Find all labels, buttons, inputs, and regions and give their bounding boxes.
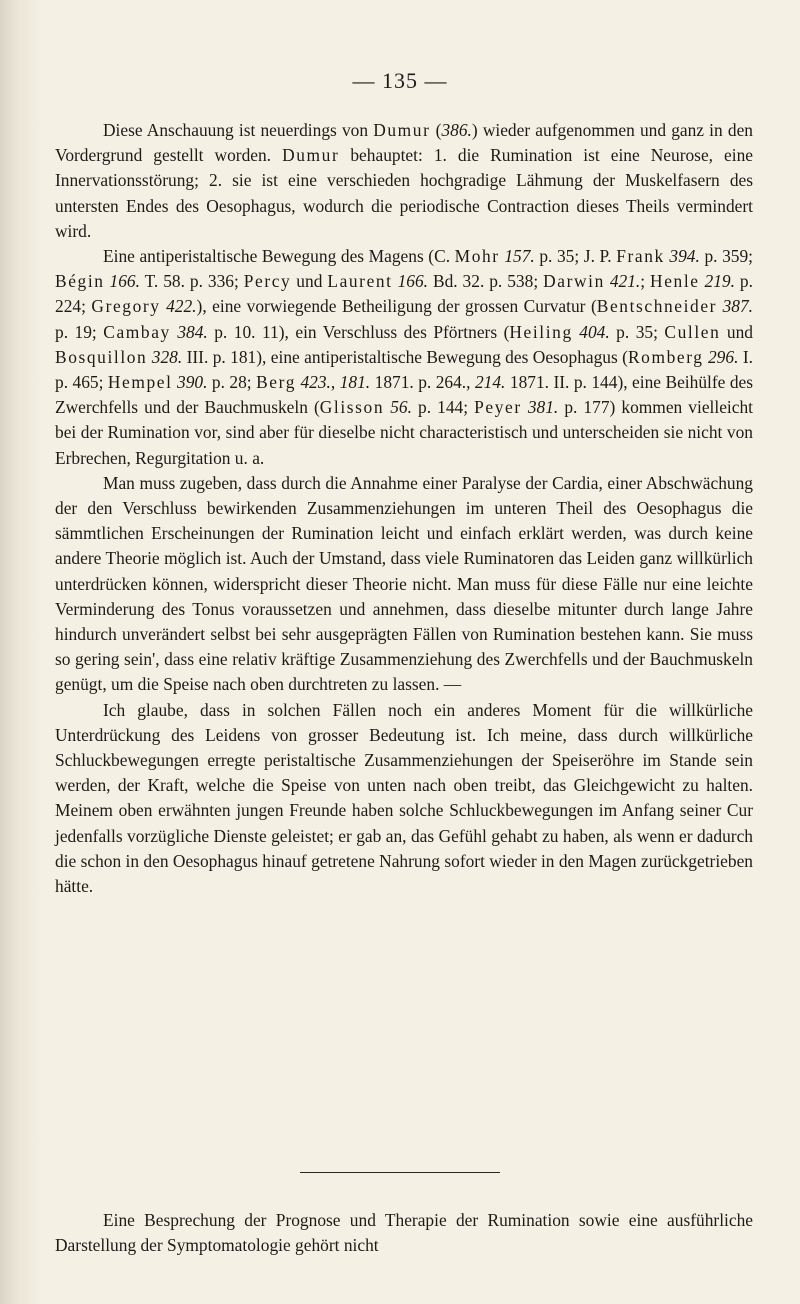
reference-number: 422. [166, 296, 197, 317]
author-name: Heiling [509, 321, 573, 342]
paragraph [55, 244, 753, 471]
paragraph [55, 118, 753, 244]
author-name: Cambay [103, 321, 171, 342]
author-name: Mohr [454, 246, 500, 267]
author-name: Laurent [327, 271, 393, 292]
text-run: Diese Anschauung ist neuerdings von [103, 120, 374, 140]
author-name: Percy [243, 271, 292, 292]
reference-number: 394. [669, 246, 700, 267]
author-name: Peyer [474, 397, 522, 418]
reference-number: 166. [397, 271, 429, 292]
section-divider [300, 1172, 500, 1173]
text-run: , [330, 372, 340, 393]
author-name: Dumur [282, 145, 340, 166]
text-run: Bd. 32. p. 538; [428, 271, 544, 292]
reference-number: 390. [177, 372, 208, 393]
text-run: ) wieder aufgenommen und ganz in den Vordergrund gestellt worden. [55, 120, 753, 166]
reference-number: 404. [579, 321, 610, 342]
text-run: p. 19; [55, 321, 104, 342]
author-name: Gregory [91, 296, 161, 317]
text-run: ( [430, 120, 442, 140]
text-run: Man muss zugeben, dass durch die Annahme einer Paralyse der Cardia, einer Abschwächung der den Verschluss bewirkenden Zusammenziehungen im unteren Theil des Oesophagus die sämmtlichen Erscheinungen der Rumination leicht und einfach erklärt werden, was durch keine andere Theorie möglich ist. Auch der Umstand, dass viele Ruminatoren das Leiden ganz willkürlich unterdrücken können, widerspricht dieser Theorie nicht. Man muss für diese Fälle nur eine leichte Verminderung des Tonus voraussetzen und annehmen, dass dieselbe mitunter durch lange Jahre hindurch unverändert selbst bei sehr ausgeprägten Fällen von Rumination bestehen kann. Sie muss so gering sein', dass eine relativ kräftige Zusammenziehung des Zwerchfells und der Bauchmuskeln genügt, um die Speise nach oben durchtreten zu lassen. — [55, 472, 753, 695]
text-run: ; [640, 271, 651, 292]
text-run: p. 28; [207, 372, 257, 393]
text-run: Ich glaube, dass in solchen Fällen noch ein anderes Moment für die willkürliche Unterdrückung des Leidens von grosser Bedeutung ist. Ich meine, dass durch willkürliche Schluckbewegungen erregte peristaltische Zusammenziehungen der Speiseröhre im Stande sein werden, der Kraft, welche die Speise von unten nach oben treibt, das Gleichgewicht zu halten. Meinem oben erwähnten jungen Freunde haben solche Schluckbewegungen im Anfang seiner Cur jedenfalls vorzügliche Dienste geleistet; er gab an, das Gefühl gehabt zu haben, als wenn er dadurch die schon in den Oesophagus hinauf getretene Nahrung sofort wieder in den Magen zurückgetrieben hätte. [55, 699, 753, 897]
text-run: Eine Besprechung der Prognose und Therapie der Rumination sowie eine ausführliche Darstellung der Symptomatologie gehört nicht [55, 1210, 753, 1256]
text-run: ), eine vorwiegende Betheiligung der grossen Curvatur ( [196, 296, 597, 317]
author-name: Romberg [627, 346, 704, 367]
text-run: 1871. p. 264., [370, 372, 475, 393]
author-name: Darwin [543, 271, 605, 292]
reference-number: 157. [504, 246, 535, 267]
paragraph [55, 698, 753, 900]
reference-number: 166. [109, 271, 140, 292]
author-name: Cullen [664, 321, 721, 342]
text-run: p. 144; [411, 397, 475, 418]
text-run: p. 35; J. P. [534, 246, 617, 267]
page-number: — 135 — [352, 68, 448, 93]
reference-number: 219. [704, 271, 735, 292]
text-run: p. 224; [55, 271, 753, 317]
reference-number: 296. [707, 346, 739, 367]
author-name: Bentschneider [596, 296, 718, 317]
author-name: Hempel [107, 372, 173, 393]
author-name: Dumur [373, 120, 431, 140]
reference-number: 421. [609, 271, 641, 292]
text-run: und [720, 321, 753, 342]
reference-number: 381. [527, 397, 559, 418]
author-name: Bosquillon [55, 346, 148, 367]
author-name: Frank [616, 246, 665, 267]
text-run: I. p. 465; [55, 346, 753, 393]
reference-number: 328. [151, 346, 183, 367]
text-run: behauptet: 1. die Rumination ist eine Neurose, eine Innervationsstörung; 2. sie ist eine verschieden hochgradige Lähmung der Muskelfasern des untersten Endes des Oesophagus, wodurch die periodische Contraction dieses Theils vermindert wird. [55, 145, 753, 241]
paragraph [55, 1208, 753, 1258]
text-run: p. 10. 11), ein Verschluss des Pförtners ( [207, 321, 510, 342]
text-run: p. 35; [609, 321, 665, 342]
text-run: p. 359; [699, 246, 754, 267]
closing-text [55, 1208, 753, 1258]
reference-number: 387. [722, 296, 753, 317]
reference-number: 423. [300, 372, 331, 393]
reference-number: 384. [177, 321, 208, 342]
reference-number: 214. [474, 372, 506, 393]
paragraph [55, 471, 753, 698]
text-run: III. p. 181), eine antiperistaltische Bewegung des Oesophagus ( [182, 346, 628, 367]
main-text [55, 118, 753, 899]
reference-number: 56. [390, 397, 412, 418]
text-run: und [291, 271, 328, 292]
reference-number: 181. [339, 372, 371, 393]
author-name: Glisson [319, 397, 385, 418]
author-name: Berg [256, 372, 296, 393]
text-run: p. 177) kommen vielleicht bei der Rumination vor, sind aber für dieselbe nicht characteristisch und unterscheiden sie nicht von Erbrechen, Regurgitation u. a. [55, 397, 753, 468]
text-run: Eine antiperistaltische Bewegung des Magens (C. [103, 246, 455, 267]
author-name: Henle [650, 271, 700, 292]
author-name: Bégin [55, 271, 105, 292]
reference-number: 386. [441, 120, 472, 140]
text-run: 1871. II. p. 144), eine Beihülfe des Zwerchfells und der Bauchmuskeln ( [55, 372, 753, 418]
text-run: T. 58. p. 336; [139, 271, 244, 292]
